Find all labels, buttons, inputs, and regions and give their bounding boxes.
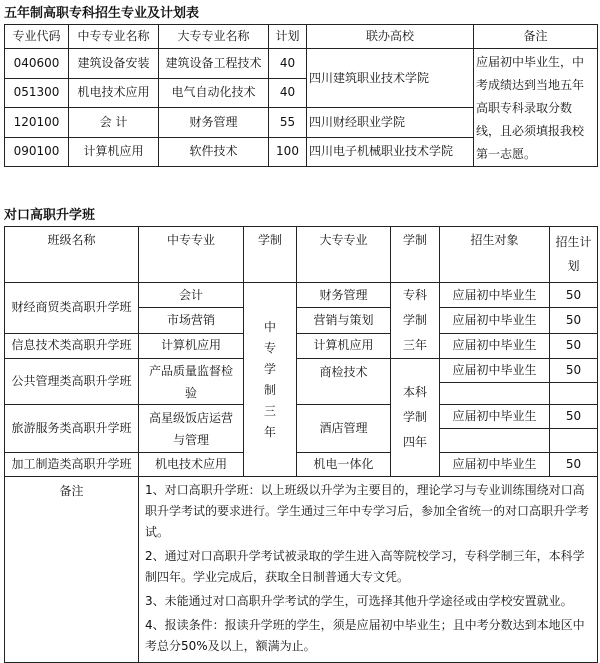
five-year-table [4, 24, 598, 167]
college-major: 软件技术 [159, 137, 269, 167]
plan-count: 50 [550, 283, 598, 308]
plan-count: 50 [550, 308, 598, 333]
college-major: 商检技术 [297, 359, 391, 405]
partner-school: 四川建筑职业技术学院 [307, 49, 474, 108]
secondary-major: 计算机应用 [139, 333, 244, 358]
empty-cell [440, 429, 550, 453]
college-major: 财务管理 [159, 108, 269, 138]
associate-duration-text: 专科学制三年 [402, 288, 427, 352]
header-duration: 学制 [391, 227, 440, 283]
major-code: 120100 [5, 108, 69, 138]
header-college-major: 大专专业名称 [159, 25, 269, 49]
header-secondary-major: 中专专业 [139, 227, 244, 283]
table-row [5, 359, 598, 383]
note-item: 3、未能通过对口高职升学考试的学生，可选择其他升学途径或由学校安置就业。 [145, 594, 573, 608]
secondary-major-text: 产品质量监督检验 [148, 363, 233, 400]
header-secondary-major: 中专专业名称 [69, 25, 159, 49]
secondary-duration [244, 283, 297, 477]
plan-count: 50 [550, 453, 598, 477]
table-header-row [5, 25, 598, 49]
empty-cell [550, 429, 598, 453]
college-duration-bachelor [391, 359, 440, 477]
class-name: 公共管理类高职升学班 [5, 359, 139, 405]
five-year-note: 应届初中毕业生，中考成绩达到当地五年高职专科录取分数线，且必须填报我校第一志愿。 [474, 49, 598, 167]
college-major: 电气自动化技术 [159, 78, 269, 108]
header-note: 备注 [474, 25, 598, 49]
plan-count: 40 [269, 49, 307, 79]
secondary-major: 机电技术应用 [69, 78, 159, 108]
major-code: 090100 [5, 137, 69, 167]
table-row [5, 333, 598, 358]
target: 应届初中毕业生 [440, 333, 550, 358]
target: 应届初中毕业生 [440, 405, 550, 429]
plan-count: 50 [550, 359, 598, 383]
secondary-duration-text: 中专学制三年 [263, 319, 276, 439]
secondary-major [139, 359, 244, 405]
notes-row [5, 477, 598, 663]
notes-label-text: 备注 [59, 484, 84, 498]
note-item: 1、对口高职升学班：以上班级以升学为主要目的，理论学习与专业训练围绕对口高职升学考试的要求进行。学生通过三年中专学习后，参加全省统一的对口高职升学考试。 [145, 483, 590, 539]
plan-count: 100 [269, 137, 307, 167]
plan-count: 50 [550, 333, 598, 358]
secondary-major: 建筑设备安装 [69, 49, 159, 79]
secondary-major-text: 高星级饭店运营与管理 [148, 410, 233, 447]
notes-label [5, 477, 139, 663]
dk-table [4, 226, 598, 663]
college-major: 营销与策划 [297, 308, 391, 333]
college-major: 财务管理 [297, 283, 391, 308]
major-code: 040600 [5, 49, 69, 79]
plan-count: 50 [550, 405, 598, 429]
dk-table-title: 对口高职升学班 [4, 208, 96, 223]
table-row [5, 49, 598, 79]
college-major: 机电一体化 [297, 453, 391, 477]
header-code: 专业代码 [5, 25, 69, 49]
class-name: 加工制造类高职升学班 [5, 453, 139, 477]
partner-school: 四川电子机械职业技术学院 [307, 137, 474, 167]
college-major: 建筑设备工程技术 [159, 49, 269, 79]
table-row [5, 453, 598, 477]
plan-count: 55 [269, 108, 307, 138]
bachelor-duration-text: 本科学制四年 [402, 385, 427, 449]
class-name: 财经商贸类高职升学班 [5, 283, 139, 334]
class-name: 旅游服务类高职升学班 [5, 405, 139, 453]
secondary-major: 会计 [139, 283, 244, 308]
class-name: 信息技术类高职升学班 [5, 333, 139, 358]
plan-count: 40 [269, 78, 307, 108]
header-duration: 学制 [244, 227, 297, 283]
header-target: 招生对象 [440, 227, 550, 283]
note-item: 2、通过对口高职升学考试被录取的学生进入高等院校学习，专科学制三年，本科学制四年。学业完成后，获取全日制普通大专文凭。 [145, 549, 585, 584]
secondary-major: 会 计 [69, 108, 159, 138]
table-row [5, 405, 598, 429]
college-major: 计算机应用 [297, 333, 391, 358]
table-header-row [5, 227, 598, 283]
five-year-table-title: 五年制高职专科招生专业及计划表 [4, 6, 200, 21]
header-college-major: 大专专业 [297, 227, 391, 283]
major-code: 051300 [5, 78, 69, 108]
note-item: 4、报读条件：报读升学班的学生，须是应届初中毕业生；且中考分数达到本地区中考总分50%及以上，额满为止。 [145, 618, 585, 653]
secondary-major [139, 405, 244, 453]
target: 应届初中毕业生 [440, 283, 550, 308]
target: 应届初中毕业生 [440, 359, 550, 383]
secondary-major: 计算机应用 [69, 137, 159, 167]
target: 应届初中毕业生 [440, 308, 550, 333]
target: 应届初中毕业生 [440, 453, 550, 477]
secondary-major: 机电技术应用 [139, 453, 244, 477]
header-partner-school: 联办高校 [307, 25, 474, 49]
header-plan: 招生计划 [550, 227, 598, 283]
secondary-major: 市场营销 [139, 308, 244, 333]
notes-body [139, 477, 598, 663]
empty-cell [550, 383, 598, 405]
header-plan: 计划 [269, 25, 307, 49]
empty-cell [440, 383, 550, 405]
table-row [5, 283, 598, 308]
header-class-name: 班级名称 [5, 227, 139, 283]
college-major: 酒店管理 [297, 405, 391, 453]
partner-school: 四川财经职业学院 [307, 108, 474, 138]
college-duration-associate [391, 283, 440, 359]
